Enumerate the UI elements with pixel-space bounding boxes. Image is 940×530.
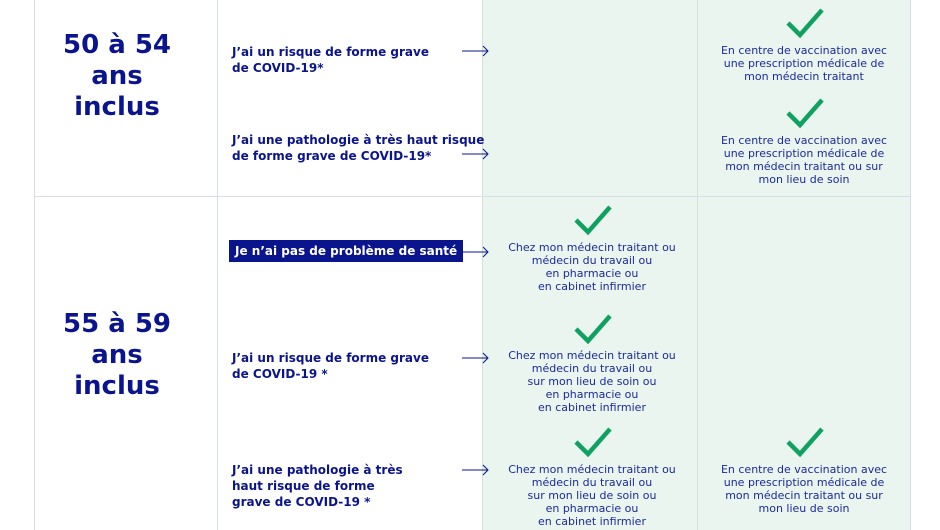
checkmark-icon	[573, 425, 613, 459]
condition-label: J’ai un risque de forme grave de COVID-19 *	[232, 351, 429, 381]
age-group-label: 50 à 54 ans inclus	[62, 30, 171, 122]
condition-label: J’ai un risque de forme grave de COVID-19*	[232, 45, 429, 75]
arrow-right-icon	[462, 148, 490, 160]
vaccination-location-text: Chez mon médecin traitant ou médecin du travail ou sur mon lieu de soin ou en pharmacie ou en cabinet infirmier	[508, 349, 676, 414]
group-divider	[34, 196, 911, 197]
checkmark-icon	[785, 425, 825, 459]
condition-label: J’ai une pathologie à très haut risque de forme grave de COVID-19*	[232, 133, 485, 163]
vaccination-location-text: Chez mon médecin traitant ou médecin du travail ou sur mon lieu de soin ou en pharmacie ou en cabinet infirmier	[508, 463, 676, 528]
vaccination-location-text: Chez mon médecin traitant ou médecin du travail ou en pharmacie ou en cabinet infirmier	[508, 241, 676, 293]
checkmark-icon	[785, 96, 825, 130]
checkmark-icon	[573, 203, 613, 237]
vaccination-location-text: En centre de vaccination avec une prescription médicale de mon médecin traitant	[720, 44, 888, 83]
checkmark-icon	[573, 312, 613, 346]
vaccination-location-text: En centre de vaccination avec une prescription médicale de mon médecin traitant ou sur mon lieu de soin	[720, 134, 888, 186]
age-group-label: 55 à 59 ans inclus	[62, 309, 171, 401]
condition-label: J’ai une pathologie à très haut risque de forme grave de COVID-19 *	[232, 463, 403, 509]
condition-label-highlighted: Je n’ai pas de problème de santé	[229, 240, 463, 262]
checkmark-icon	[785, 6, 825, 40]
column-divider	[217, 0, 218, 530]
vaccination-location-text: En centre de vaccination avec une prescription médicale de mon médecin traitant ou sur mon lieu de soin	[720, 463, 888, 515]
arrow-right-icon	[462, 45, 490, 57]
